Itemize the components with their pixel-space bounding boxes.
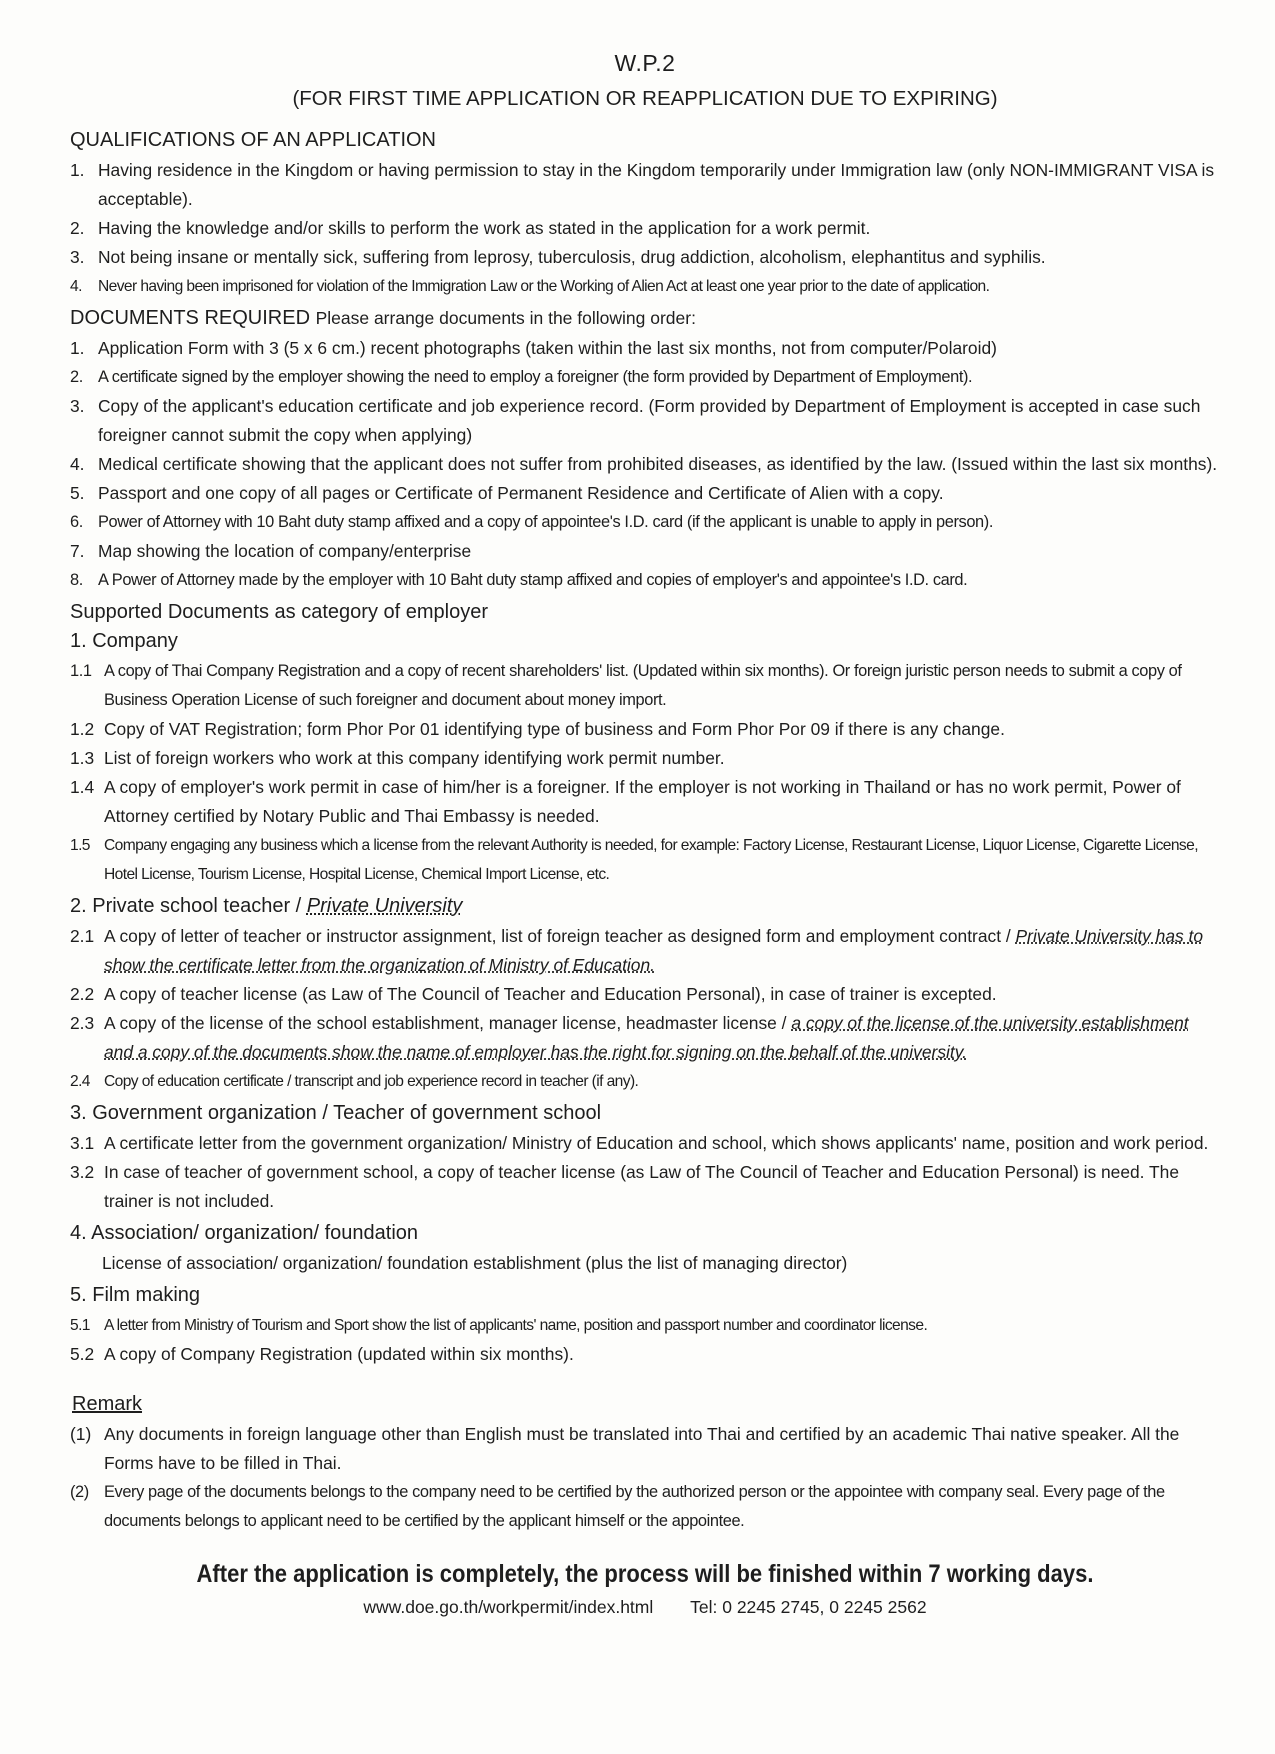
documents-heading — [70, 307, 1220, 330]
list-item — [70, 156, 1220, 214]
item-number: 1.1 — [70, 662, 92, 680]
item-text: Having the knowledge and/or skills to perform the work as stated in the application for a work permit. — [98, 218, 871, 238]
item-number: 1.2 — [70, 719, 95, 739]
item-text: Map showing the location of company/enterprise — [98, 541, 472, 561]
item-number: (2) — [70, 1483, 89, 1501]
item-number: 2. — [70, 368, 83, 386]
website-url: www.doe.go.th/workpermit/index.html — [363, 1597, 654, 1617]
item-number: 1.3 — [70, 748, 95, 768]
item-handwritten-text: a copy of the license of the university establishment and a copy of the documents show the name of employer has the right for signing on the behalf of the university. — [104, 1013, 1189, 1062]
item-text: A letter from Ministry of Tourism and Sport show the list of applicants' name, position and passport number and coordinator license. — [104, 1317, 928, 1334]
item-number: 1.5 — [70, 837, 90, 854]
list-item — [70, 980, 1220, 1009]
list-item — [70, 537, 1220, 566]
item-text: Any documents in foreign language other than English must be translated into Thai and certified by an academic Thai native speaker. All the Forms have to be filled in Thai. — [104, 1424, 1180, 1473]
remark-list — [70, 1420, 1220, 1536]
item-text: Having residence in the Kingdom or having permission to stay in the Kingdom temporarily under Immigration law (only NON-IMMIGRANT VISA is acceptable). — [98, 160, 1215, 209]
private-school-heading-text: 2. Private school teacher / — [70, 895, 302, 917]
list-item — [70, 1311, 1220, 1340]
list-item — [70, 831, 1220, 889]
company-heading: 1. Company — [70, 630, 178, 652]
list-item — [70, 1009, 1220, 1067]
item-number: 2.4 — [70, 1073, 90, 1090]
telephone-numbers: Tel: 0 2245 2745, 0 2245 2562 — [690, 1597, 927, 1617]
documents-heading-note: Please arrange documents in the following order: — [315, 308, 696, 328]
list-item — [70, 334, 1220, 363]
list-item — [70, 1478, 1220, 1536]
list-item — [70, 715, 1220, 744]
item-text: List of foreign workers who work at this company identifying work permit number. — [104, 748, 725, 768]
company-list — [70, 657, 1220, 889]
item-text — [104, 922, 1220, 980]
supported-heading: Supported Documents as category of employer — [70, 601, 488, 623]
list-item — [70, 243, 1220, 272]
remark-heading: Remark — [72, 1393, 143, 1415]
item-text: Every page of the documents belongs to the company need to be certified by the authorized person or the appointee with company seal. Every page of the documents belongs to applicant need to be certified by the applicant himself or the appointee. — [104, 1483, 1165, 1530]
item-number: 1. — [70, 160, 85, 180]
list-item — [70, 1129, 1220, 1158]
item-text: A certificate letter from the government organization/ Ministry of Education and school, which shows applicants' name, position and work period. — [104, 1133, 1209, 1153]
item-number: 5.2 — [70, 1344, 95, 1364]
item-number: 4. — [70, 454, 85, 474]
association-heading: 4. Association/ organization/ foundation — [70, 1222, 419, 1244]
item-handwritten-text: Private University has to show the certificate letter from the organization of Ministry of Education. — [104, 926, 1204, 975]
list-item — [70, 508, 1220, 537]
list-item — [70, 479, 1220, 508]
item-number: 1. — [70, 338, 85, 358]
item-number: 5. — [70, 483, 85, 503]
item-text: Company engaging any business which a license from the relevant Authority is needed, for example: Factory License, Restaurant License, Liquor License, Cigarette License, Hotel License, Tourism License, Hospital License, Chemical Import License, etc. — [104, 837, 1198, 883]
item-number: 2.3 — [70, 1013, 95, 1033]
qualifications-heading: QUALIFICATIONS OF AN APPLICATION — [70, 129, 436, 151]
item-printed-text: A copy of the license of the school establishment, manager license, headmaster license / — [104, 1013, 787, 1033]
private-school-list — [70, 922, 1220, 1096]
item-number: (1) — [70, 1424, 92, 1444]
item-text: A copy of Thai Company Registration and a copy of recent shareholders' list. (Updated within six months). Or foreign juristic person needs to submit a copy of Business Operation License of such foreigner and document about money import. — [104, 662, 1182, 709]
government-list — [70, 1129, 1220, 1216]
item-number: 3. — [70, 247, 85, 267]
qualifications-list — [70, 156, 1220, 301]
film-heading: 5. Film making — [70, 1284, 201, 1306]
list-item — [70, 1158, 1220, 1216]
item-text: A copy of teacher license (as Law of The Council of Teacher and Education Personal), in case of trainer is excepted. — [104, 984, 997, 1004]
list-item — [70, 1340, 1220, 1369]
item-number: 8. — [70, 571, 83, 589]
item-text: Passport and one copy of all pages or Certificate of Permanent Residence and Certificate of Alien with a copy. — [98, 483, 944, 503]
item-text: Power of Attorney with 10 Baht duty stamp affixed and a copy of appointee's I.D. card (if the applicant is unable to apply in person). — [98, 513, 993, 531]
item-text: Copy of VAT Registration; form Phor Por 01 identifying type of business and Form Phor Por 09 if there is any change. — [104, 719, 1005, 739]
list-item — [70, 744, 1220, 773]
item-number: 4. — [70, 278, 82, 295]
form-title: W.P.2 — [614, 50, 676, 76]
association-text: License of association/ organization/ foundation establishment (plus the list of managing director) — [102, 1253, 848, 1273]
item-text: A copy of Company Registration (updated within six months). — [104, 1344, 574, 1364]
list-item — [70, 272, 1220, 301]
item-text: A certificate signed by the employer showing the need to employ a foreigner (the form provided by Department of Employment). — [98, 368, 973, 386]
item-number: 1.4 — [70, 777, 95, 797]
list-item — [70, 1067, 1220, 1096]
item-number: 5.1 — [70, 1317, 90, 1334]
item-text — [104, 1009, 1220, 1067]
item-text: Medical certificate showing that the applicant does not suffer from prohibited diseases, as identified by the law. (Issued within the last six months). — [98, 454, 1218, 474]
list-item — [70, 922, 1220, 980]
list-item — [70, 1420, 1220, 1478]
private-school-heading — [70, 895, 1220, 918]
private-school-heading-handwritten: Private University — [306, 895, 463, 917]
list-item — [70, 214, 1220, 243]
item-text: Application Form with 3 (5 x 6 cm.) recent photographs (taken within the last six months, not from computer/Polaroid) — [98, 338, 997, 358]
documents-heading-title: DOCUMENTS REQUIRED — [70, 307, 311, 329]
government-heading: 3. Government organization / Teacher of government school — [70, 1102, 602, 1124]
item-text: Not being insane or mentally sick, suffering from leprosy, tuberculosis, drug addiction, alcoholism, elephantitus and syphilis. — [98, 247, 1046, 267]
item-number: 2.2 — [70, 984, 95, 1004]
form-subtitle: (FOR FIRST TIME APPLICATION OR REAPPLICATION DUE TO EXPIRING) — [292, 87, 998, 110]
item-number: 3.1 — [70, 1133, 95, 1153]
list-item — [70, 773, 1220, 831]
item-number: 3. — [70, 396, 85, 416]
item-number: 2.1 — [70, 926, 95, 946]
item-number: 3.2 — [70, 1162, 95, 1182]
list-item — [70, 450, 1220, 479]
film-list — [70, 1311, 1220, 1369]
list-item — [70, 392, 1220, 450]
item-text: Never having been imprisoned for violation of the Immigration Law or the Working of Alien Act at least one year prior to the date of application. — [98, 278, 990, 295]
item-text: A Power of Attorney made by the employer with 10 Baht duty stamp affixed and copies of employer's and appointee's I.D. card. — [98, 571, 968, 589]
item-number: 2. — [70, 218, 85, 238]
item-number: 7. — [70, 541, 85, 561]
list-item — [70, 657, 1220, 715]
processing-time-notice: After the application is completely, the process will be finished within 7 working days. — [196, 1560, 1094, 1588]
documents-list — [70, 334, 1220, 595]
item-text: A copy of employer's work permit in case of him/her is a foreigner. If the employer is not working in Thailand or has no work permit, Power of Attorney certified by Notary Public and Thai Embassy is needed. — [104, 777, 1181, 826]
list-item — [70, 363, 1220, 392]
item-text: Copy of education certificate / transcript and job experience record in teacher (if any). — [104, 1073, 639, 1090]
contact-line — [70, 1597, 1220, 1618]
item-printed-text: A copy of letter of teacher or instructor assignment, list of foreign teacher as designed form and employment contract / — [104, 926, 1011, 946]
item-number: 6. — [70, 513, 83, 531]
list-item — [70, 566, 1220, 595]
item-text: In case of teacher of government school, a copy of teacher license (as Law of The Council of Teacher and Education Personal) is need. The trainer is not included. — [104, 1162, 1179, 1211]
item-text: Copy of the applicant's education certificate and job experience record. (Form provided by Department of Employment is accepted in case such foreigner cannot submit the copy when applying) — [98, 396, 1201, 445]
